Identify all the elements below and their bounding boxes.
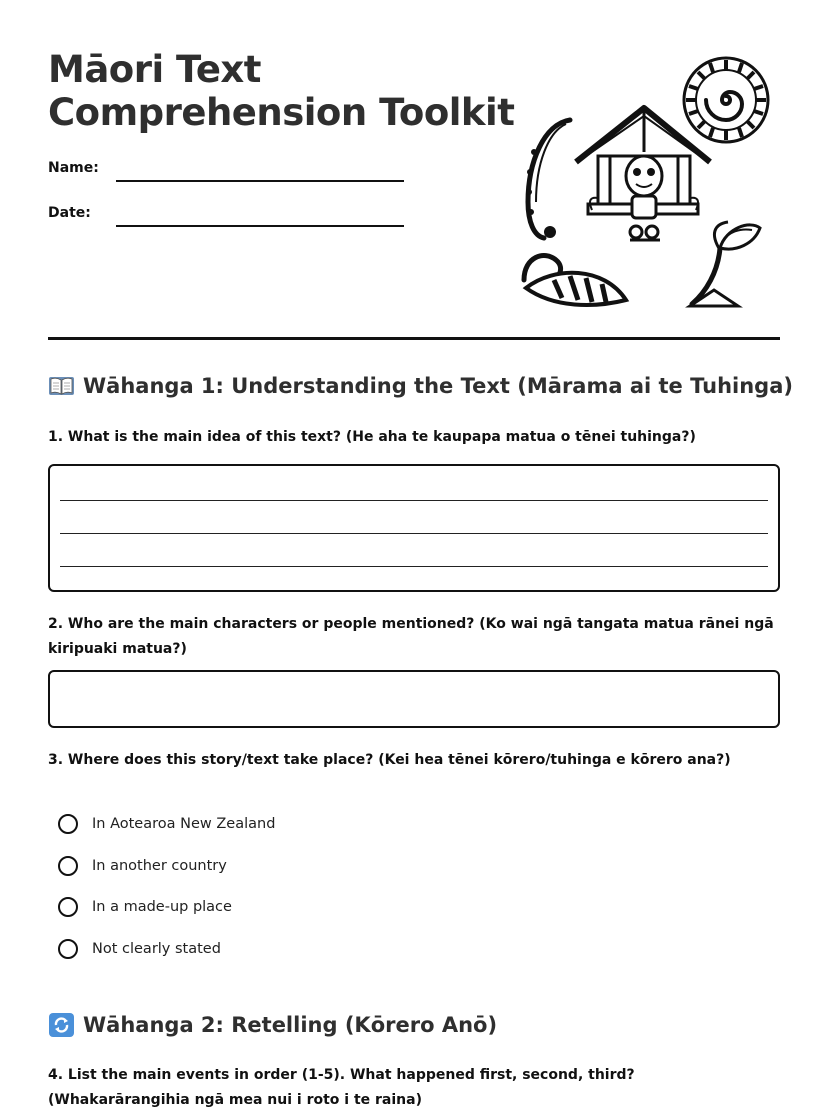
date-field[interactable]: [116, 225, 404, 227]
page-title: [48, 48, 514, 134]
koru-frond-icon: [524, 256, 626, 305]
title-line-1: Māori Text: [48, 48, 261, 91]
option-not-stated[interactable]: [58, 939, 221, 959]
answer-line: [60, 566, 768, 567]
question-1: 1. What is the main idea of this text? (He aha te kaupapa matua o tēnei tuhinga?): [48, 429, 696, 445]
radio-button[interactable]: [58, 856, 78, 876]
section-1-heading: [48, 374, 793, 398]
option-label: In another country: [92, 858, 227, 874]
question-3: 3. Where does this story/text take place? (Kei hea tēnei kōrero/tuhinga e kōrero ana?): [48, 752, 731, 768]
date-label: Date:: [48, 205, 91, 221]
question-1-answer-box[interactable]: [48, 464, 780, 592]
maori-illustration: [514, 52, 776, 316]
section-2-heading: [48, 1012, 497, 1038]
answer-line: [60, 533, 768, 534]
question-4: 4. List the main events in order (1-5). What happened first, second, third? (Whakarārangihia ngā mea nui i roto i te raina): [48, 1067, 635, 1108]
open-book-icon: [48, 375, 75, 397]
option-label: In Aotearoa New Zealand: [92, 816, 276, 832]
tree-icon: [690, 222, 760, 306]
option-aotearoa[interactable]: [58, 814, 275, 834]
title-line-2: Comprehension Toolkit: [48, 91, 515, 134]
option-another-country[interactable]: [58, 856, 227, 876]
wharenui-icon: [576, 108, 710, 240]
spiral-sun-icon: [684, 58, 768, 142]
question-2-answer-box[interactable]: [48, 670, 780, 728]
radio-button[interactable]: [58, 814, 78, 834]
section-2-title: Wāhanga 2: Retelling (Kōrero Anō): [83, 1013, 498, 1037]
header-divider: [48, 337, 780, 340]
name-field[interactable]: [116, 180, 404, 182]
answer-line: [60, 500, 768, 501]
option-label: Not clearly stated: [92, 941, 221, 957]
kowhaiwhai-vine-icon: [526, 120, 570, 238]
option-made-up-place[interactable]: [58, 897, 232, 917]
question-2: 2. Who are the main characters or people mentioned? (Ko wai ngā tangata matua rānei ngā kiripuaki matua?): [48, 616, 774, 657]
section-1-title: Wāhanga 1: Understanding the Text (Mārama ai te Tuhinga): [83, 374, 793, 398]
name-label: Name:: [48, 160, 99, 176]
radio-button[interactable]: [58, 939, 78, 959]
counterclockwise-arrows-icon: [48, 1012, 75, 1038]
option-label: In a made-up place: [92, 899, 232, 915]
radio-button[interactable]: [58, 897, 78, 917]
